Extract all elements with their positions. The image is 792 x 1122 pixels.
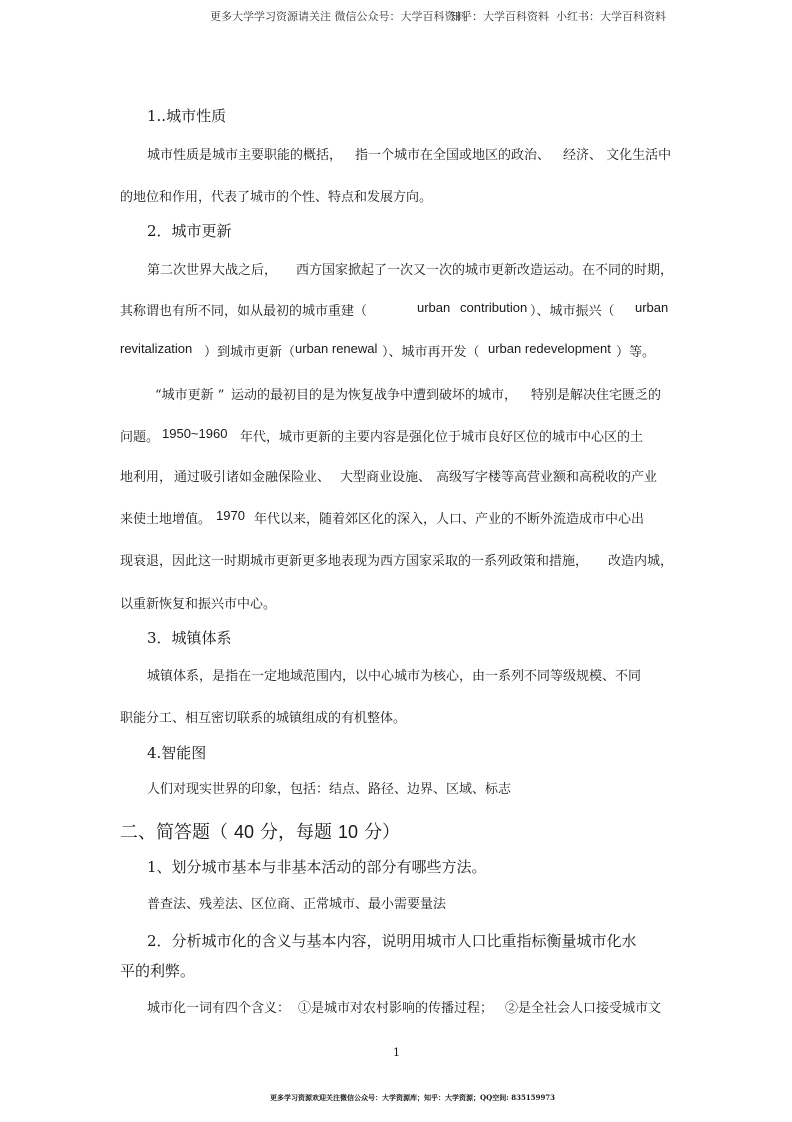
s2-line1-b: 西方国家掀起了一次又一次的城市更新改造运动。 (296, 263, 583, 278)
part-2-per-question: 10 (338, 822, 359, 842)
part-2-heading-c: 分，每题 (260, 822, 333, 843)
s2-line7-a: 来使土地增值。 (120, 512, 212, 527)
s2-line2-e: urban (635, 300, 669, 315)
page-number: 1 (393, 1046, 400, 1059)
s2-line3-d: ）、城市再开发（ (382, 345, 480, 360)
s4-line1: 人们对现实世界的印象，包括：结点、路径、边界、区域、标志 (147, 782, 512, 797)
s2-line4-c: 特别是解决住宅匮乏的 (531, 388, 662, 403)
s2-line7-c: 年代以来，随着郊区化的深入，人口、产业的不断外流造成市中心出 (254, 512, 645, 527)
s1-line2: 的地位和作用，代表了城市的个性、特点和发展方向。 (120, 190, 433, 205)
section-3-title: 3．城镇体系 (147, 629, 232, 647)
s2-line1-a: 第二次世界大战之后， (147, 263, 278, 278)
s2-line2-d: ）、城市振兴（ (530, 304, 615, 319)
s2-line5-a: 问题。 (120, 430, 160, 445)
part-2-heading-e: 分） (364, 822, 401, 843)
s2-line5-c: 年代，城市更新的主要内容是强化位于城市良好区位的城市中心区的土 (240, 430, 644, 445)
s3-line1: 城镇体系，是指在一定地域范围内，以中心城市为核心，由一系列不同等级规模、不同 (147, 669, 642, 684)
s2-line1-c: 在不同的时期， (582, 263, 674, 278)
s2-line3-f: ）等。 (616, 345, 656, 360)
s2-line2-c: contribution (460, 300, 528, 315)
s2-line6-a: 地利用， (120, 470, 173, 485)
section-1-title: 1..城市性质 (147, 107, 227, 125)
s2-line4-a: “城市更新 ” (155, 388, 225, 403)
s1-line1-b: 指一个城市在全国或地区的政治、 (355, 148, 551, 163)
question-1-answer: 普查法、残差法、区位商、正常城市、最小需要量法 (147, 897, 447, 912)
s2-line3-b: ）到城市更新（ (204, 345, 296, 360)
question-1-title: 1、划分城市基本与非基本活动的部分有哪些方法。 (147, 858, 487, 876)
s2-line3-e: urban redevelopment (488, 341, 611, 356)
s2-line6-c: 大型商业设施、 (340, 470, 432, 485)
section-4-title: 4.智能图 (147, 744, 207, 762)
question-2-title-line2: 平的利弊。 (120, 962, 196, 980)
question-2-title-line1: 2．分析城市化的含义与基本内容，说明用城市人口比重指标衡量城市化水 (147, 932, 637, 950)
s2-line3-c: urban renewal (295, 341, 378, 356)
s2-line8-b: 改造内城， (608, 554, 674, 569)
q2-line1-c: ②是全社会人口接受城市文 (505, 1001, 662, 1016)
s2-line8-a: 现衰退，因此这一时期城市更新更多地表现为西方国家采取的一系列政策和措施， (120, 554, 589, 569)
s2-line2-a: 其称谓也有所不同，如从最初的城市重建（ (120, 304, 368, 319)
s2-line5-b: 1950~1960 (162, 426, 228, 441)
s2-line4-b: 运动的最初目的是为恢复战争中遭到破坏的城市， (231, 388, 518, 403)
s1-line1-c: 经济、 文化生活中 (563, 148, 672, 163)
s1-line1-a: 城市性质是城市主要职能的概括， (147, 148, 343, 163)
s2-line6-d: 高级写字楼等高营业额和高税收的产业 (436, 470, 658, 485)
footer-text: 更多学习资源欢迎关注微信公众号：大学资源库；知乎：大学资源；QQ空间: 835159973 (270, 1093, 556, 1102)
q2-line1-a: 城市化一词有四个含义： (147, 1001, 291, 1016)
s2-line3-a: revitalization (120, 341, 193, 356)
header-xiaohongshu: 小红书：大学百科资料 (556, 10, 666, 23)
section-2-title: 2．城市更新 (147, 222, 232, 240)
q2-line1-b: ①是城市对农村影响的传播过程； (298, 1001, 494, 1016)
header-zhihu: 知乎：大学百科资料 (450, 10, 549, 23)
s3-line2: 职能分工、相互密切联系的城镇组成的有机整体。 (120, 711, 407, 726)
part-2-heading (120, 818, 400, 844)
part-2-score: 40 (234, 822, 255, 842)
s2-line2-b: urban (417, 300, 451, 315)
s2-line7-b: 1970 (216, 508, 245, 523)
part-2-heading-a: 二、简答题（ (120, 822, 228, 843)
s2-line9: 以重新恢复和振兴市中心。 (120, 597, 277, 612)
s2-line6-b: 通过吸引诸如金融保险业、 (174, 470, 331, 485)
header-left: 更多大学学习资源请关注 微信公众号：大学百科资料 (210, 10, 467, 23)
